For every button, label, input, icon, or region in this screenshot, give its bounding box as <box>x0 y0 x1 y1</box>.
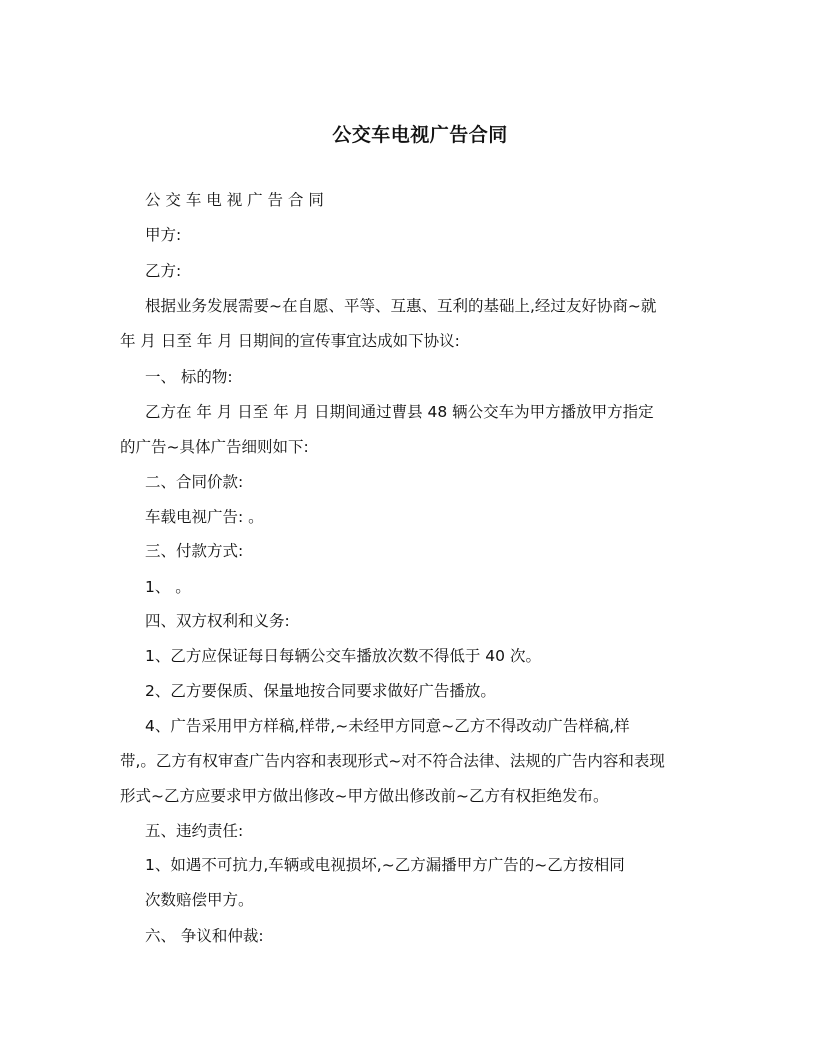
paragraph-line: 次数赔偿甲方。 <box>145 891 254 909</box>
section-heading: 二、合同价款: <box>145 473 244 491</box>
paragraph-line: 的广告~具体广告细则如下: <box>120 438 309 456</box>
section-heading: 三、付款方式: <box>145 542 244 560</box>
section-heading: 六、 争议和仲裁: <box>145 927 264 945</box>
party-b-line: 乙方: <box>145 262 182 280</box>
paragraph-line: 1、如遇不可抗力,车辆或电视损坏,~乙方漏播甲方广告的~乙方按相同 <box>145 856 625 874</box>
paragraph-line: 1、 。 <box>145 578 191 596</box>
section-heading: 一、 标的物: <box>145 368 233 386</box>
paragraph-line: 乙方在 年 月 日至 年 月 日期间通过曹县 48 辆公交车为甲方播放甲方指定 <box>145 403 654 421</box>
paragraph-line: 1、乙方应保证每日每辆公交车播放次数不得低于 40 次。 <box>145 647 541 665</box>
party-a-line: 甲方: <box>145 226 182 244</box>
section-heading: 五、违约责任: <box>145 822 244 840</box>
section-heading: 四、双方权利和义务: <box>145 612 290 630</box>
paragraph-line: 形式~乙方应要求甲方做出修改~甲方做出修改前~乙方有权拒绝发布。 <box>120 787 609 805</box>
paragraph-line: 车载电视广告: 。 <box>145 508 264 526</box>
paragraph-line: 4、广告采用甲方样稿,样带,~未经甲方同意~乙方不得改动广告样稿,样 <box>145 717 630 735</box>
document-title: 公交车电视广告合同 <box>332 124 508 146</box>
paragraph-line: 根据业务发展需要~在自愿、平等、互惠、互利的基础上,经过友好协商~就 <box>145 297 657 315</box>
paragraph-line: 带,。乙方有权审查广告内容和表现形式~对不符合法律、法规的广告内容和表现 <box>120 752 665 770</box>
contract-heading-spaced: 公 交 车 电 视 广 告 合 同 <box>145 191 324 209</box>
paragraph-line: 2、乙方要保质、保量地按合同要求做好广告播放。 <box>145 682 496 700</box>
paragraph-line: 年 月 日至 年 月 日期间的宣传事宜达成如下协议: <box>120 332 460 350</box>
